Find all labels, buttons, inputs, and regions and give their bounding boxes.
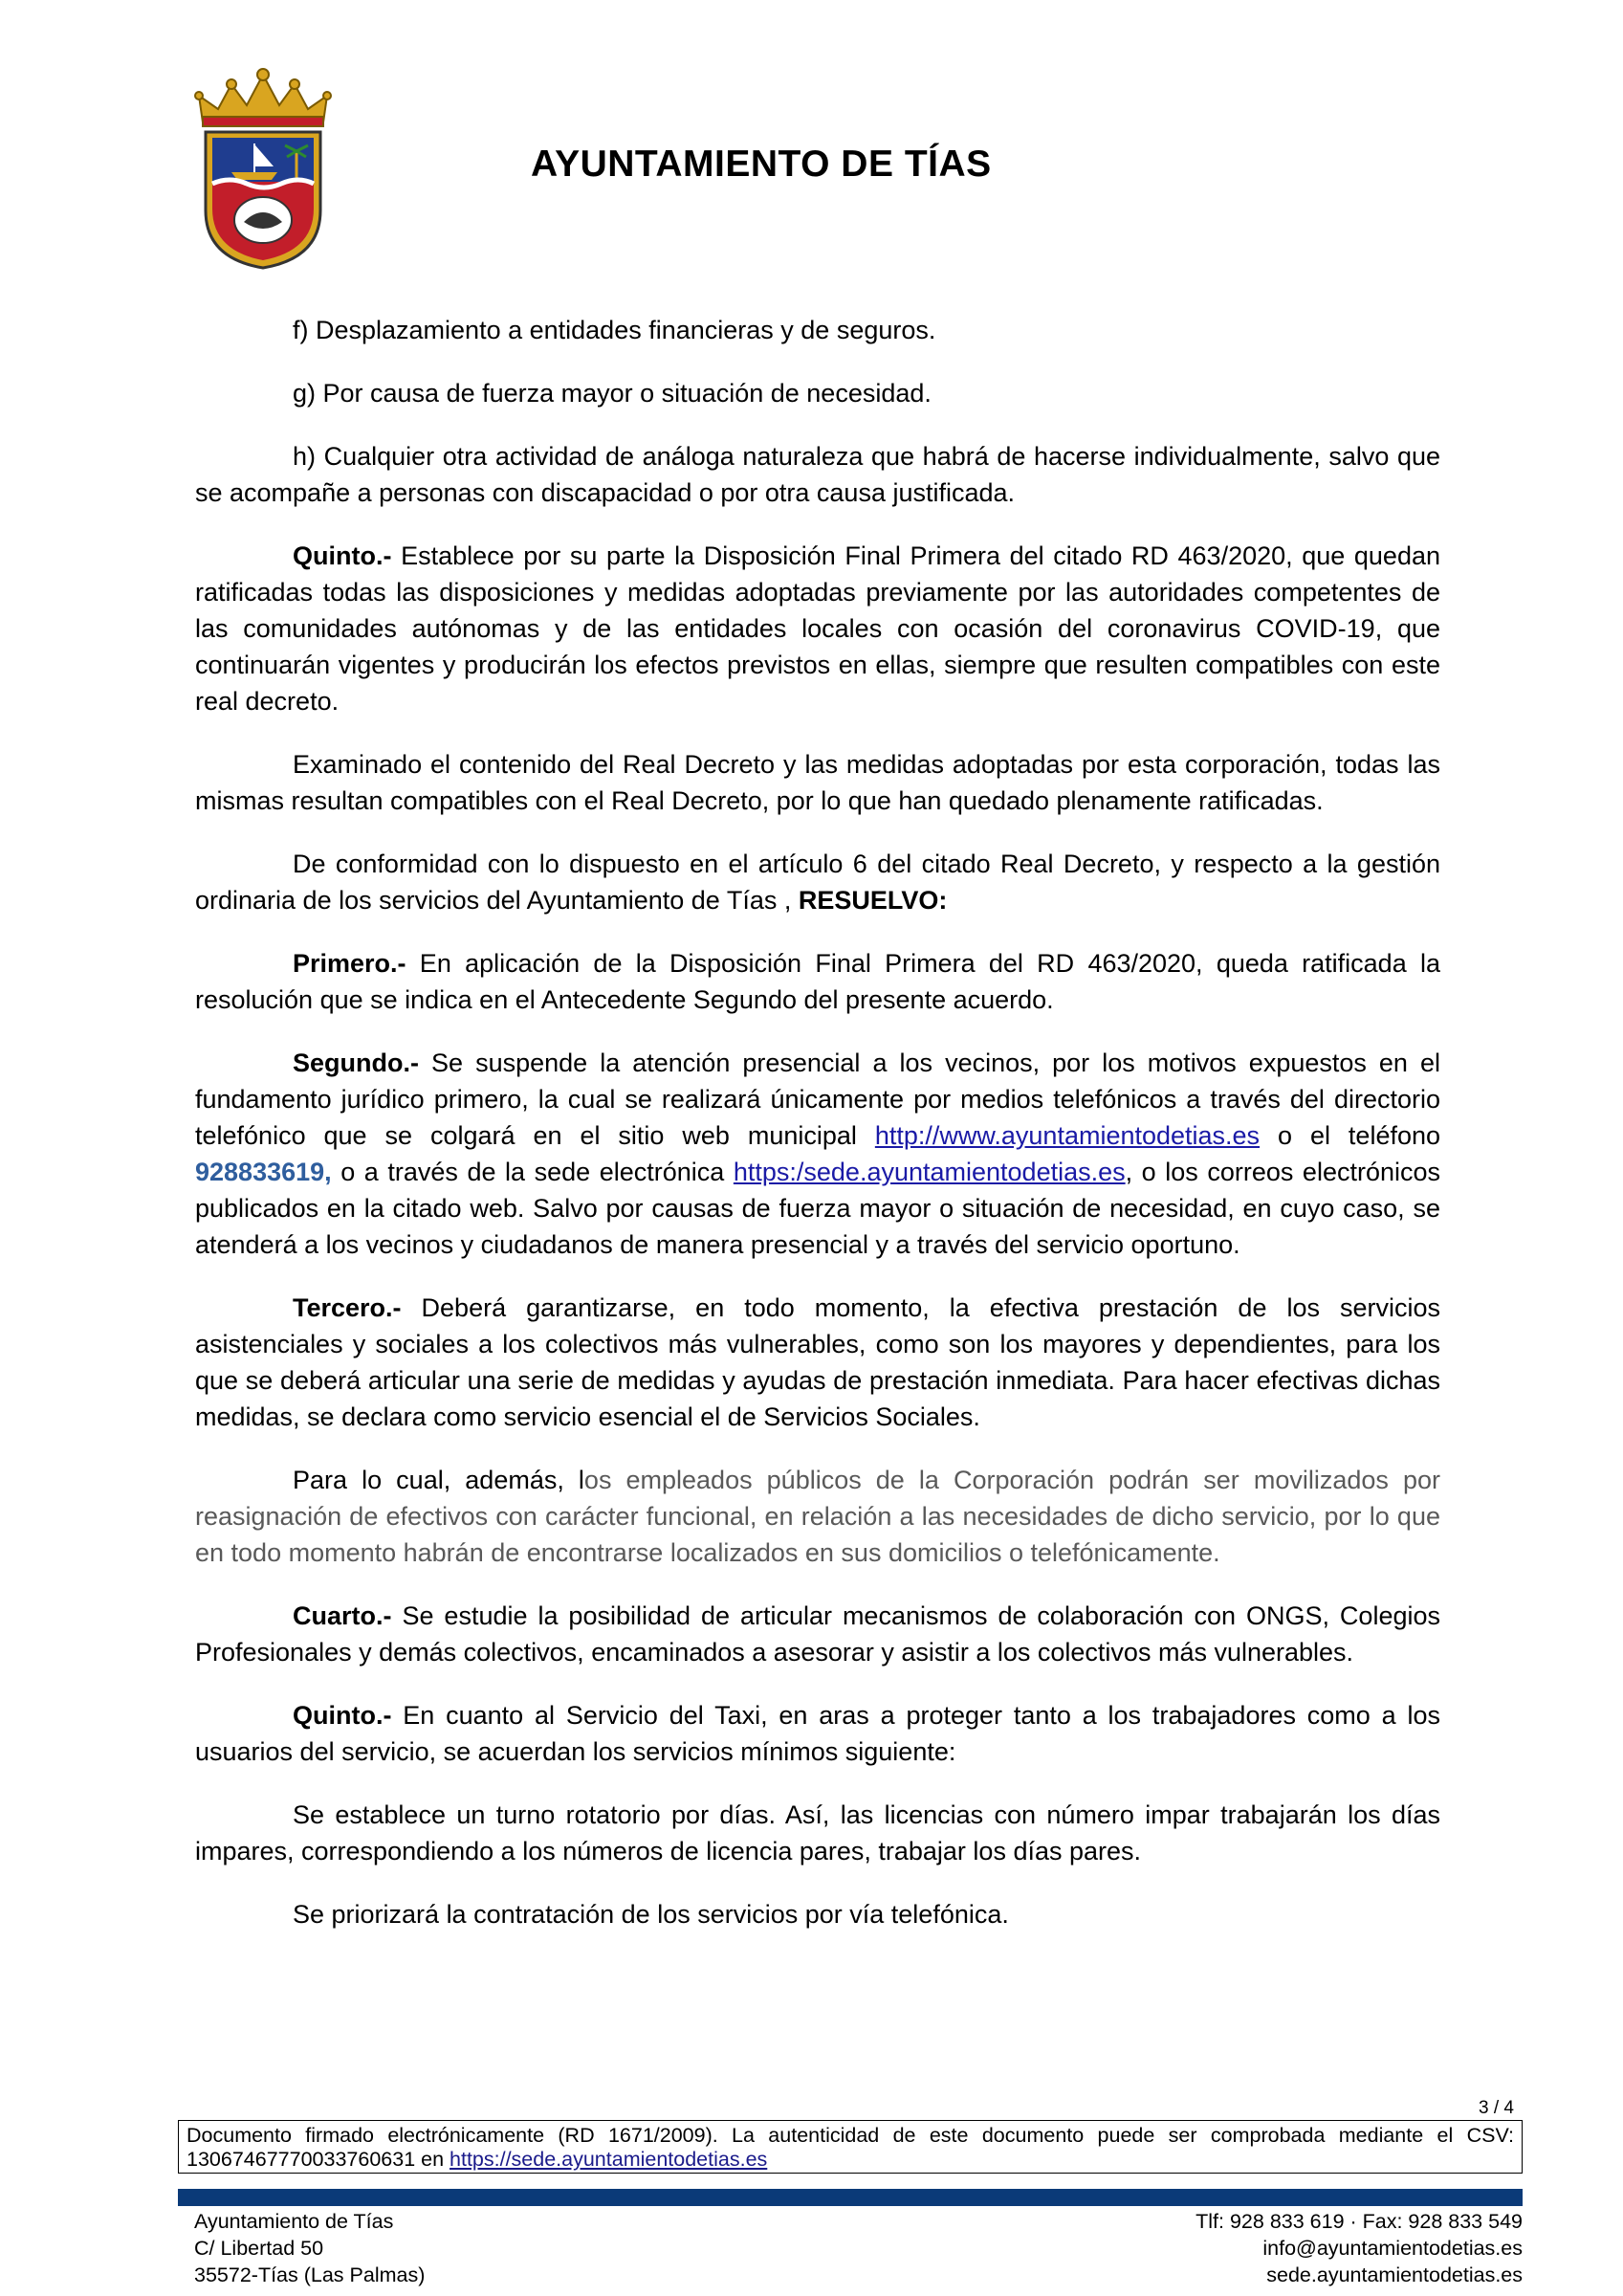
paragraph-segundo [195,1045,1440,1263]
paragraph-resuelvo [195,846,1440,918]
paragraph-text: De conformidad con lo dispuesto en el artículo 6 del citado Real Decreto, y respecto a la gestión ordinaria de los servicios del Ayuntamiento de Tías , [195,850,1440,915]
resuelvo-label: RESUELVO: [791,886,948,915]
document-body [195,312,1440,1959]
paragraph-text: Para lo cual, además, l [293,1466,584,1494]
municipal-website-link[interactable]: http://www.ayuntamientodetias.es [874,1121,1261,1150]
csv-signature-box [178,2120,1523,2174]
paragraph-text: Establece por su parte la Disposición Final Primera del citado RD 463/2020, que quedan ratificadas todas las disposiciones y medidas adoptadas previamente por las autoridades competentes de las comunidades autónomas y de las entidades locales con ocasión del coronavirus COVID-19, que continuarán vigentes y producirán los efectos previstos en ellas, siempre que resulten compatibles con este real decreto. [195,541,1440,716]
paragraph-text-gray: os empleados públicos de la Corporación podrán ser movilizados por reasignación de efectivos con carácter funcional, en relación a las necesidades de dicho servicio, por lo que en todo momento habrán de encontrarse localizados en sus domicilios o telefónicamente. [195,1466,1440,1567]
paragraph-text: En cuanto al Servicio del Taxi, en aras a proteger tanto a los trabajadores como a los usuarios del servicio, se acuerdan los servicios mínimos siguiente: [195,1701,1440,1766]
footer-email: info@ayuntamientodetias.es [1262,2237,1523,2260]
footer-phone-fax: Tlf: 928 833 619 · Fax: 928 833 549 [1195,2210,1523,2233]
phone-number: 928833619, [195,1158,332,1186]
paragraph-quinto [195,538,1440,719]
footer-org-name: Ayuntamiento de Tías [194,2210,394,2233]
paragraph-employees [195,1462,1440,1571]
page-title: AYUNTAMIENTO DE TÍAS [531,144,992,185]
page-number: 3 / 4 [1479,2098,1514,2118]
footer-street: C/ Libertad 50 [194,2237,324,2260]
paragraph-label: Quinto.- [293,1701,392,1730]
paragraph-tercero [195,1290,1440,1435]
paragraph: h) Cualquier otra actividad de análoga naturaleza que habrá de hacerse individualmente, salvo que se acompañe a personas con discapacidad o por otra causa justificada. [195,442,1440,507]
paragraph-label: Primero.- [293,949,406,978]
paragraph-text: Se suspende la atención presencial a los vecinos, por los motivos expuestos en el fundamento jurídico primero, la cual se realizará únicamente por medios telefónicos a través del directorio telefónico que se colgará en el sitio web municipal [195,1049,1440,1150]
paragraph-label: Tercero.- [293,1293,402,1322]
paragraph-text: , o los correos electrónicos publicados en la citado web. Salvo por causas de fuerza mayor o situación de necesidad, en cuyo caso, se atenderá a los vecinos y ciudadanos de manera presencial y a través del servicio oportuno. [195,1158,1440,1259]
paragraph-text: En aplicación de la Disposición Final Primera del RD 463/2020, queda ratificada la resolución que se indica en el Antecedente Segundo del presente acuerdo. [195,949,1440,1014]
paragraph-primero [195,945,1440,1018]
paragraph-label: Segundo.- [293,1049,419,1077]
paragraph-label: Cuarto.- [293,1601,392,1630]
csv-verification-link[interactable]: https://sede.ayuntamientodetias.es [450,2148,768,2171]
paragraph: f) Desplazamiento a entidades financieras y de seguros. [293,316,936,344]
municipal-crest-logo [191,67,335,273]
paragraph-text: o el teléfono [1260,1121,1441,1150]
electronic-office-link[interactable]: https:/sede.ayuntamientodetias.es [733,1158,1126,1186]
paragraph-label: Quinto.- [293,541,392,570]
paragraph-text: o a través de la sede electrónica [331,1158,734,1186]
paragraph: Se establece un turno rotatorio por días. Así, las licencias con número impar trabajarán los días impares, correspondiendo a los números de licencia pares, trabajar los días pares. [195,1800,1440,1866]
csv-text: Documento firmado electrónicamente (RD 1671/2009). La autenticidad de este documento puede ser comprobada mediante el CSV: 13067467770033760631 en [186,2124,1514,2171]
footer-city: 35572-Tías (Las Palmas) [194,2263,426,2286]
paragraph-text: Se estudie la posibilidad de articular mecanismos de colaboración con ONGS, Colegios Profesionales y demás colectivos, encaminados a asesorar y asistir a los colectivos más vulnerables. [195,1601,1440,1667]
paragraph-cuarto [195,1598,1440,1670]
paragraph: g) Por causa de fuerza mayor o situación de necesidad. [293,379,932,408]
footer-address [194,2208,425,2288]
paragraph-text: Deberá garantizarse, en todo momento, la efectiva prestación de los servicios asistenciales y sociales a los colectivos más vulnerables, como son los mayores y dependientes, para los que se deberá articular una serie de medidas y ayudas de prestación inmediata. Para hacer efectivas dichas medidas, se declara como servicio esencial el de Servicios Sociales. [195,1293,1440,1431]
footer-sede: sede.ayuntamientodetias.es [1266,2263,1523,2286]
footer-divider-bar [178,2189,1523,2206]
paragraph: Examinado el contenido del Real Decreto y las medidas adoptadas por esta corporación, todas las mismas resultan compatibles con el Real Decreto, por lo que han quedado plenamente ratificadas. [195,750,1440,815]
paragraph-quinto-taxi [195,1697,1440,1770]
paragraph: Se priorizará la contratación de los servicios por vía telefónica. [293,1900,1009,1929]
footer-contact [1195,2208,1523,2288]
